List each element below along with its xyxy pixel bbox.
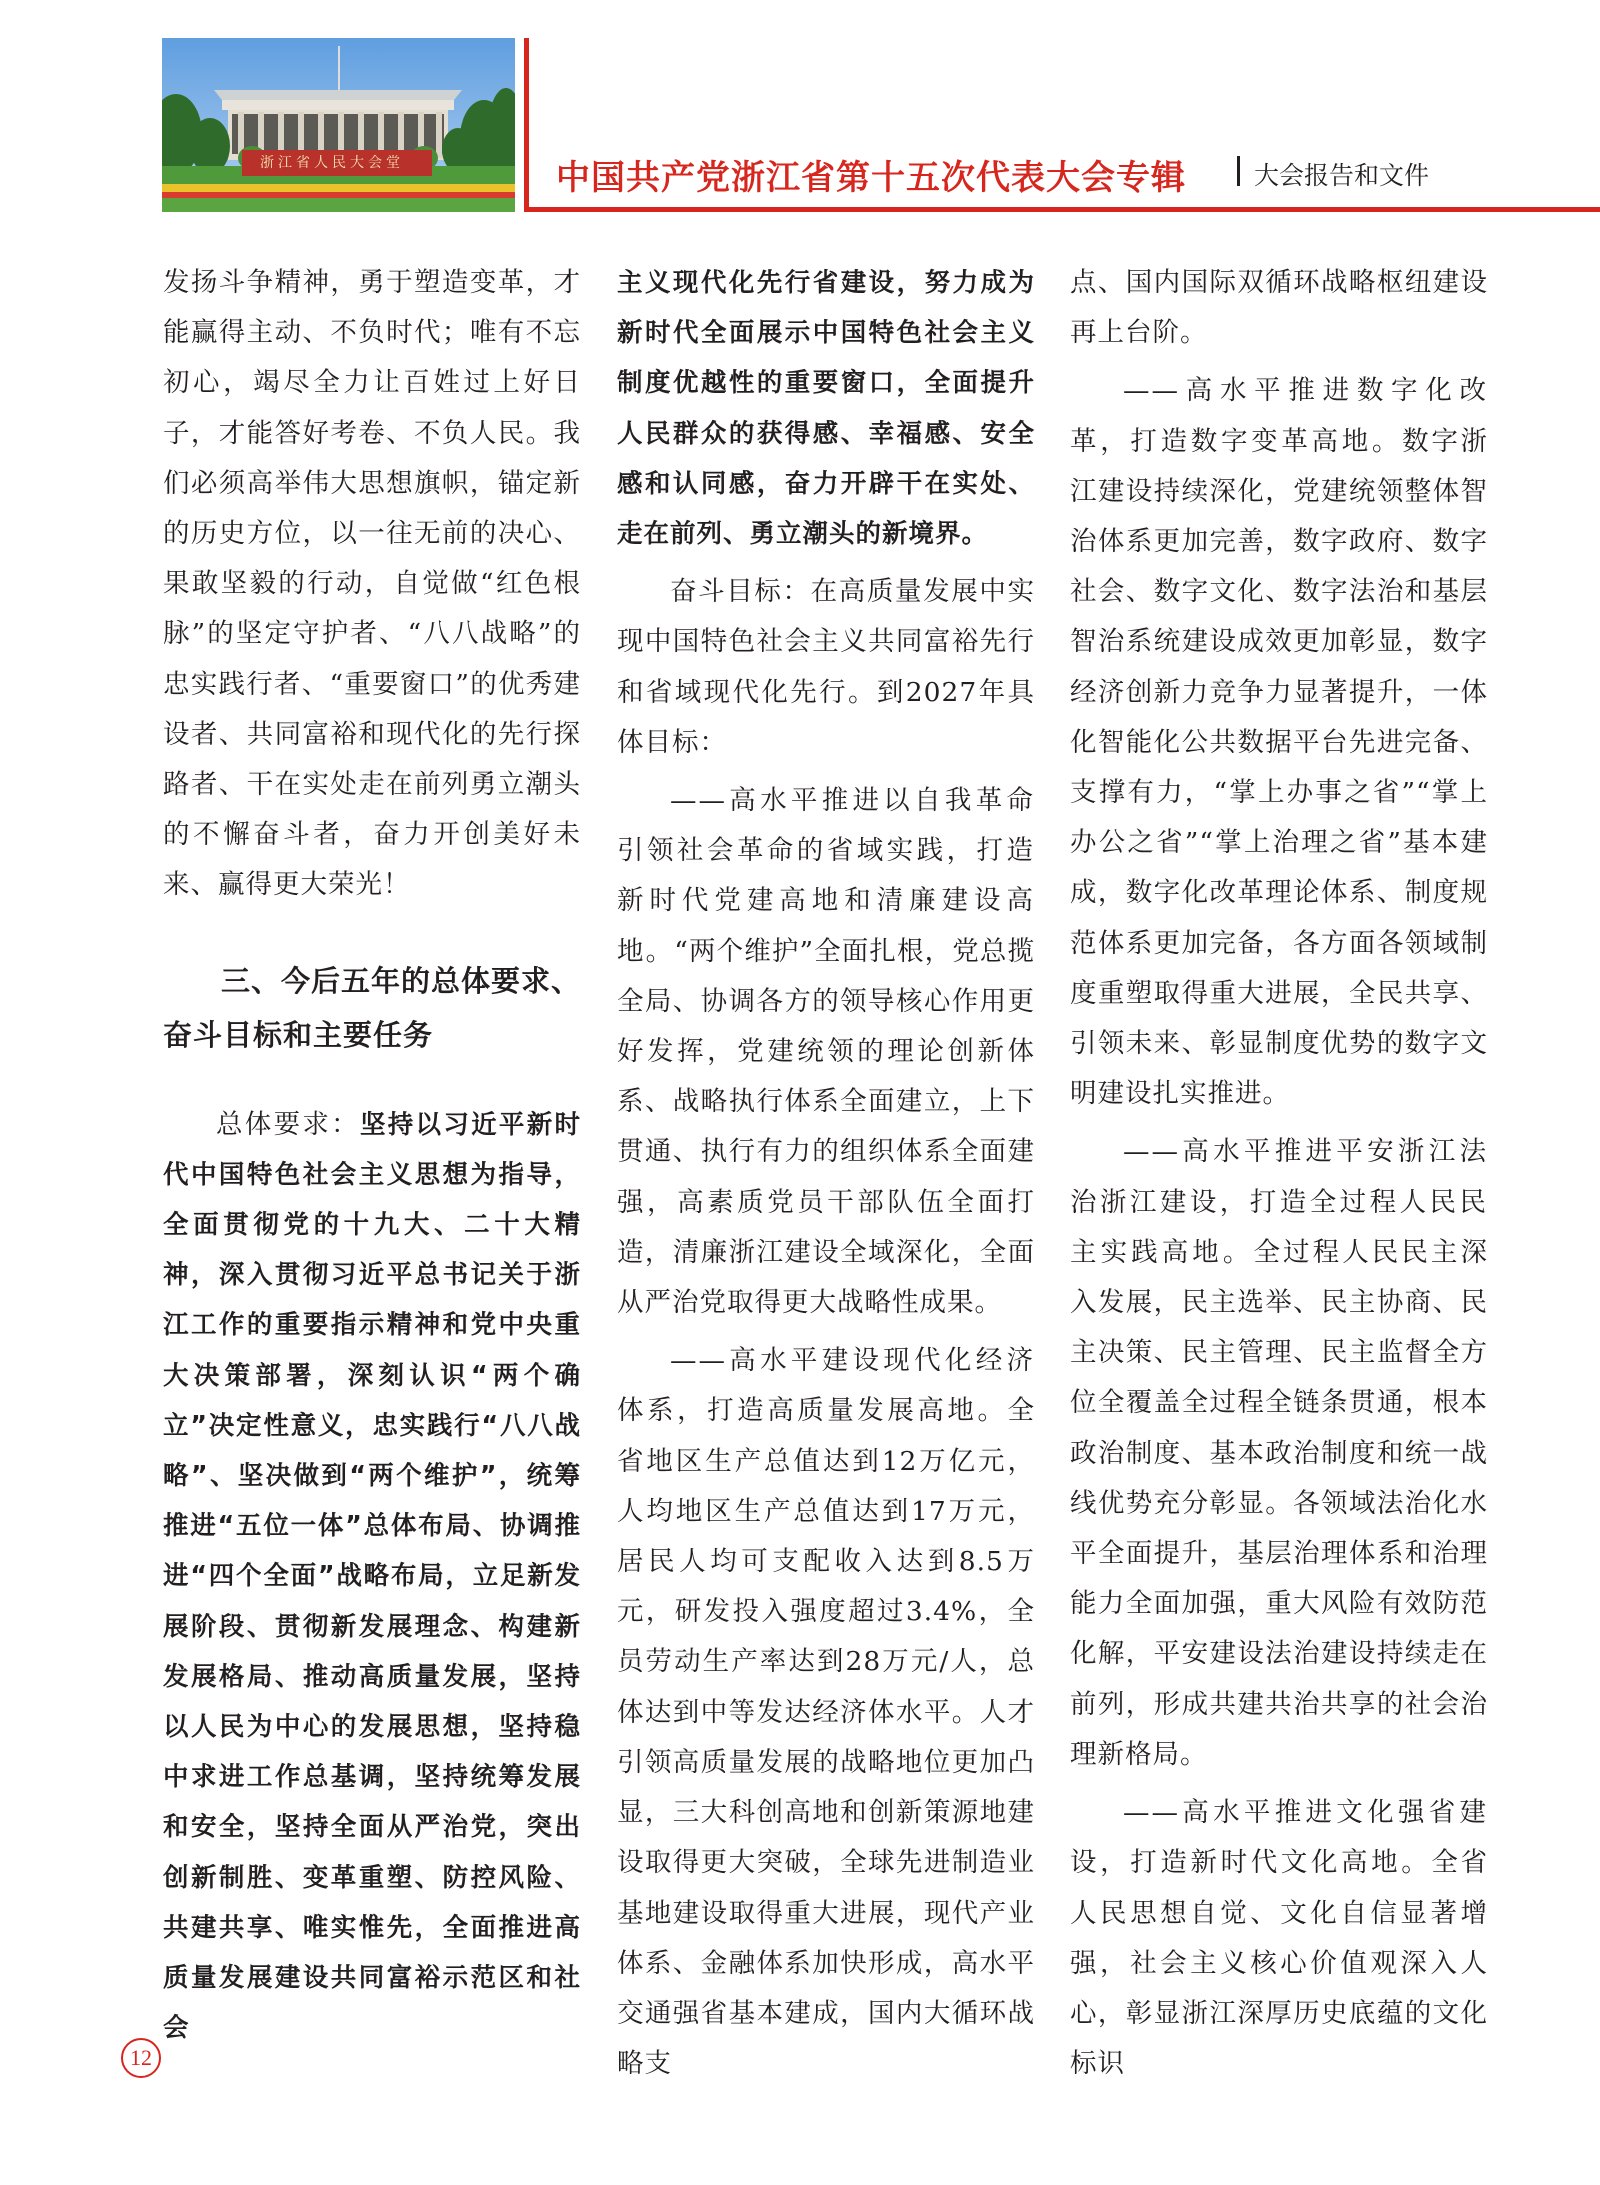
header-title: 中国共产党浙江省第十五次代表大会专辑	[556, 158, 1186, 198]
text-column-3	[1070, 258, 1488, 2089]
text-column-2	[617, 258, 1035, 2089]
photo-sign-text: 浙江省人民大会堂	[260, 155, 404, 171]
header-red-vertical-rule	[524, 38, 529, 212]
goal-body: 全省人民思想自觉、文化自信显著增强，社会主义核心价值观深入人心，彰显浙江深厚历史底蕴的文化标识	[1070, 1847, 1489, 2080]
goal-body: 全省地区生产总值达到12万亿元，人均地区生产总值达到17万元，居民人均可支配收入达到8.5万元，研发投入强度超过3.4%，全员劳动生产率达到28万元/人，总体达到中等发达经济体水平。人才引领高质量发展的战略地位更加凸显，三大科创高地和创新策源地建设取得更大突破，全球先进制造业基地建设取得重大进展，现代产业体系、金融体系加快形成，高水平交通强省基本建成，国内大循环战略支	[617, 1395, 1035, 2080]
header-separator	[1237, 156, 1240, 186]
paragraph-goal-digital	[1070, 366, 1488, 1119]
goal-lead: ——高水平推进文化强省建设，打造新时代文化高地。	[1070, 1797, 1488, 1879]
paragraph-goal-culture	[1070, 1788, 1488, 2089]
paragraph-goal-party-building	[617, 776, 1035, 1328]
paragraph-lead: 总体要求：	[216, 1108, 360, 1140]
section-heading	[163, 954, 581, 1062]
paragraph-goals: 奋斗目标：在高质量发展中实现中国特色社会主义共同富裕先行和省域现代化先行。到2027年具体目标：	[617, 576, 1035, 758]
paragraph-continuation: 点、国内国际双循环战略枢纽建设再上台阶。	[1070, 267, 1488, 349]
paragraph-general-requirements	[163, 1100, 581, 2054]
header-photo-great-hall	[162, 38, 515, 212]
goal-lead: ——高水平推进数字化改革，打造数字变革高地。	[1070, 375, 1488, 457]
paragraph-bold-continuation: 主义现代化先行省建设，努力成为新时代全面展示中国特色社会主义制度优越性的重要窗口，全面提升人民群众的获得感、幸福感、安全感和认同感，奋力开辟干在实处、走在前列、勇立潮头的新境界。	[617, 268, 1035, 550]
goal-lead: ——高水平建设现代化经济体系，打造高质量发展高地。	[617, 1345, 1035, 1427]
goal-lead: ——高水平推进平安浙江法治浙江建设，打造全过程人民民主实践高地。	[1070, 1136, 1488, 1268]
section-heading-line-2: 奋斗目标和主要任务	[163, 1017, 434, 1052]
paragraph-goal-economy	[617, 1336, 1035, 2089]
header-red-horizontal-rule	[524, 207, 1600, 212]
paragraph-bold-body: 坚持以习近平新时代中国特色社会主义思想为指导，全面贯彻党的十九大、二十大精神，深入贯彻习近平总书记关于浙江工作的重要指示精神和党中央重大决策部署，深刻认识“两个确立”决定性意义，忠实践行“八八战略”、坚决做到“两个维护”，统筹推进“五位一体”总体布局、协调推进“四个全面”战略布局，立足新发展阶段、贯彻新发展理念、构建新发展格局、推动高质量发展，坚持以人民为中心的发展思想，坚持稳中求进工作总基调，坚持统筹发展和安全，坚持全面从严治党，突出创新制胜、变革重塑、防控风险、共建共享、唯实惟先，全面推进高质量发展建设共同富裕示范区和社会	[163, 1109, 581, 2044]
goal-body: “两个维护”全面扎根，党总揽全局、协调各方的领导核心作用更好发挥，党建统领的理论创新体系、战略执行体系全面建立，上下贯通、执行有力的组织体系全面建强，高素质党员干部队伍全面打造，清廉浙江建设全域深化，全面从严治党取得更大战略性成果。	[617, 935, 1035, 1319]
text-column-1	[163, 258, 581, 2054]
page-number: 12	[121, 2038, 161, 2078]
goal-lead: ——高水平推进以自我革命引领社会革命的省域实践，打造新时代党建高地和清廉建设高地。	[617, 785, 1035, 967]
goal-body: 全过程人民民主深入发展，民主选举、民主协商、民主决策、民主管理、民主监督全方位全覆盖全过程全链条贯通，根本政治制度、基本政治制度和统一战线优势充分彰显。各领域法治化水平全面提升，基层治理体系和治理能力全面加强，重大风险有效防范化解，平安建设法治建设持续走在前列，形成共建共治共享的社会治理新格局。	[1070, 1236, 1489, 1770]
section-heading-line-1: 三、今后五年的总体要求、	[221, 963, 582, 998]
paragraph: 发扬斗争精神，勇于塑造变革，才能赢得主动、不负时代；唯有不忘初心，竭尽全力让百姓过上好日子，才能答好考卷、不负人民。我们必须高举伟大思想旗帜，锚定新的历史方位，以一往无前的决心、果敢坚毅的行动，自觉做“红色根脉”的坚定守护者、“八八战略”的忠实践行者、“重要窗口”的优秀建设者、共同富裕和现代化的先行探路者、干在实处走在前列勇立潮头的不懈奋斗者，奋力开创美好未来、赢得更大荣光！	[163, 267, 581, 901]
goal-body: 数字浙江建设持续深化，党建统领整体智治体系更加完善，数字政府、数字社会、数字文化、数字法治和基层智治系统建设成效更加彰显，数字经济创新力竞争力显著提升，一体化智能化公共数据平台先进完备、支撑有力，“掌上办事之省”“掌上办公之省”“掌上治理之省”基本建成，数字化改革理论体系、制度规范体系更加完备，各方面各领域制度重塑取得重大进展，全民共享、引领未来、彰显制度优势的数字文明建设扎实推进。	[1070, 425, 1489, 1110]
header-subtitle: 大会报告和文件	[1254, 161, 1430, 190]
paragraph-goal-rule-of-law	[1070, 1127, 1488, 1780]
